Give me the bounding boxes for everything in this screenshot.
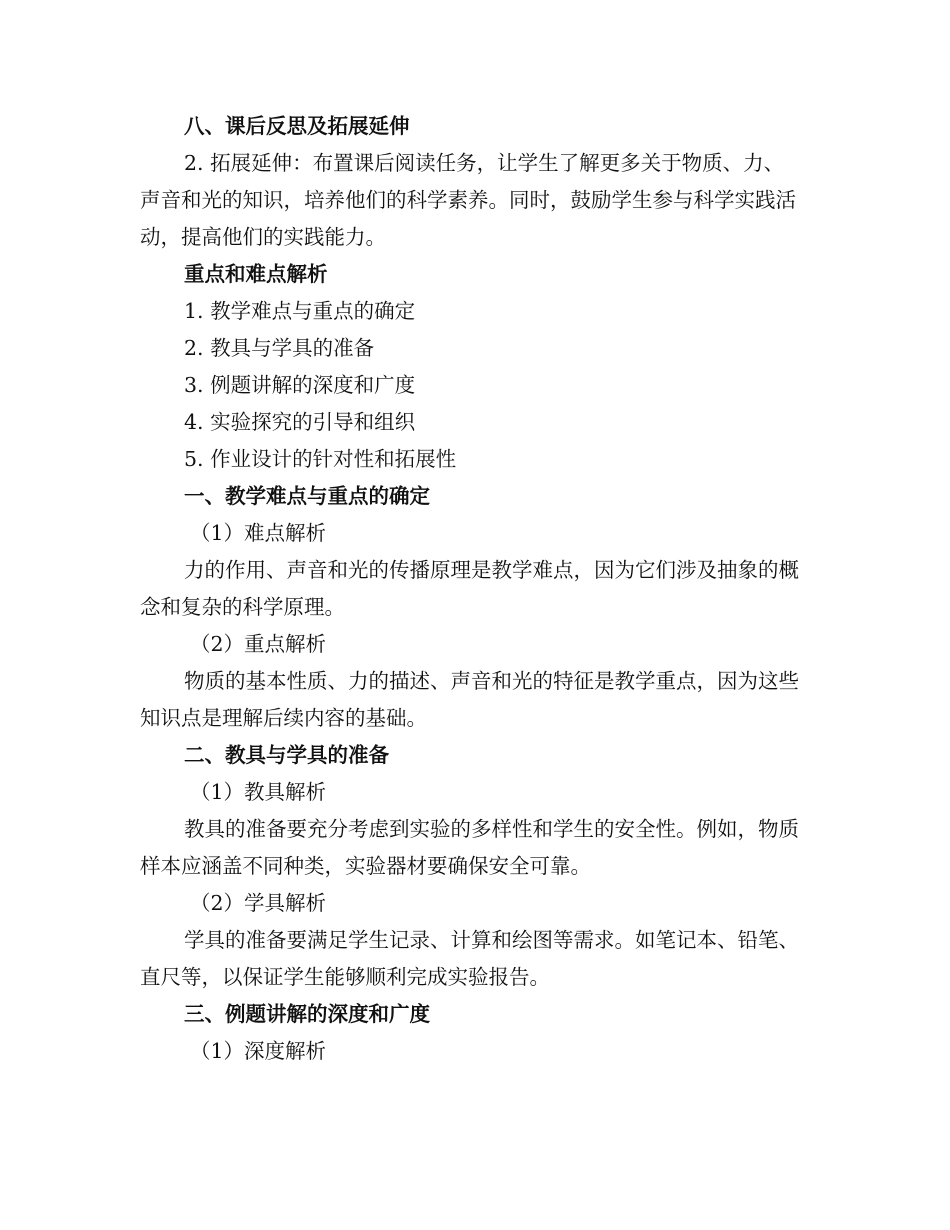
list-item: 1. 教学难点与重点的确定 <box>184 299 416 323</box>
list-item: 4. 实验探究的引导和组织 <box>184 410 416 434</box>
list-item: 2. 教具与学具的准备 <box>184 336 375 360</box>
subsection-label-key-point: （2）重点解析 <box>190 632 327 656</box>
key-point-paragraph: 物质的基本性质、力的描述、声音和光的特征是教学重点，因为这些知识点是理解后续内容的基础。 <box>140 669 799 730</box>
subsection-label-teaching-aids: （1）教具解析 <box>190 780 327 804</box>
section-heading-reflection: 八、课后反思及拓展延伸 <box>184 114 410 138</box>
difficulty-paragraph: 力的作用、声音和光的传播原理是教学难点，因为它们涉及抽象的概念和复杂的科学原理。 <box>140 558 799 619</box>
section-heading-tools: 二、教具与学具的准备 <box>184 743 389 767</box>
subsection-label-depth: （1）深度解析 <box>190 1039 327 1063</box>
section-heading-examples: 三、例题讲解的深度和广度 <box>184 1002 430 1026</box>
learning-tools-paragraph: 学具的准备要满足学生记录、计算和绘图等需求。如笔记本、铅笔、直尺等，以保证学生能够顺利完成实验报告。 <box>140 928 799 989</box>
section-heading-difficulties: 一、教学难点与重点的确定 <box>184 484 430 508</box>
teaching-aids-paragraph: 教具的准备要充分考虑到实验的多样性和学生的安全性。例如，物质样本应涵盖不同种类，实验器材要确保安全可靠。 <box>140 817 799 878</box>
subsection-label-learning-tools: （2）学具解析 <box>190 891 327 915</box>
extension-paragraph: 2. 拓展延伸：布置课后阅读任务，让学生了解更多关于物质、力、声音和光的知识，培养他们的科学素养。同时，鼓励学生参与科学实践活动，提高他们的实践能力。 <box>140 151 796 249</box>
list-item: 5. 作业设计的针对性和拓展性 <box>184 447 457 471</box>
list-item: 3. 例题讲解的深度和广度 <box>184 373 416 397</box>
key-points-heading: 重点和难点解析 <box>184 262 328 286</box>
document-body <box>140 108 800 1070</box>
subsection-label-difficulty: （1）难点解析 <box>190 521 327 545</box>
